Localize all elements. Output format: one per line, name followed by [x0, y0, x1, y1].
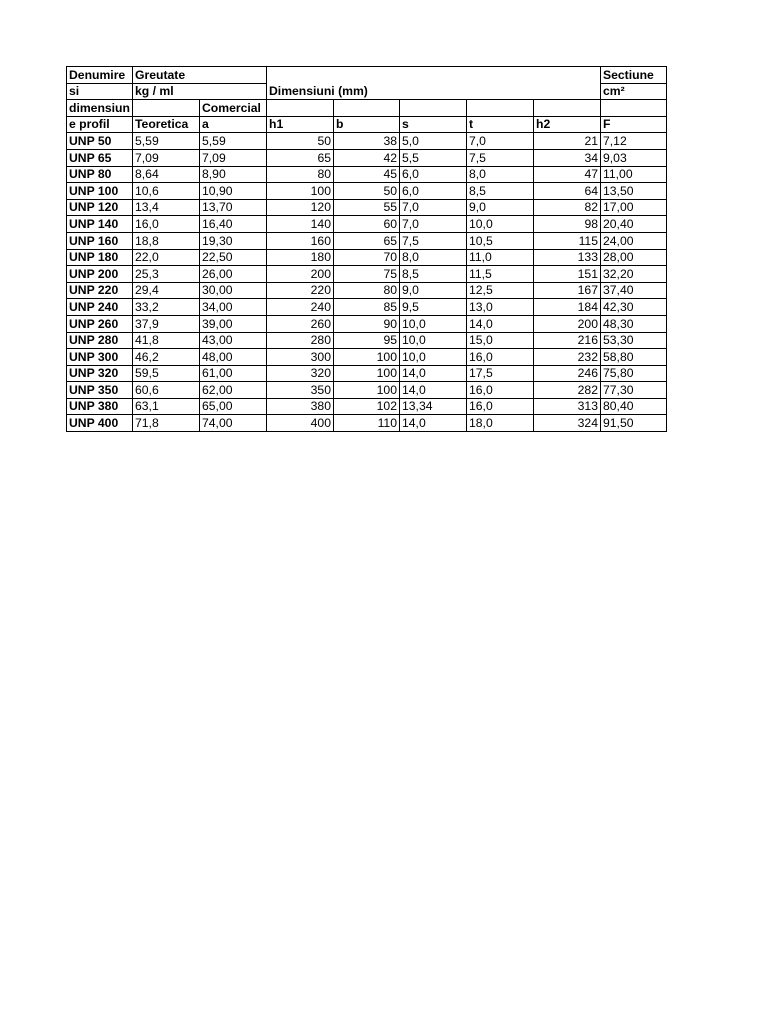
t-cell: 10,0 — [467, 216, 534, 233]
teoretica-cell: 13,4 — [133, 199, 200, 216]
s-cell: 8,5 — [400, 266, 467, 283]
profile-name-cell: UNP 50 — [67, 133, 133, 150]
profile-name-cell: UNP 320 — [67, 365, 133, 382]
comerciala-cell: 43,00 — [200, 332, 267, 349]
b-cell: 80 — [334, 282, 400, 299]
f-cell: 7,12 — [601, 133, 667, 150]
header-greutate: Greutate — [133, 67, 267, 84]
t-cell: 16,0 — [467, 398, 534, 415]
comerciala-cell: 7,09 — [200, 149, 267, 166]
h2-cell: 232 — [534, 349, 601, 366]
s-cell: 10,0 — [400, 332, 467, 349]
comerciala-cell: 39,00 — [200, 315, 267, 332]
teoretica-cell: 60,6 — [133, 382, 200, 399]
teoretica-cell: 63,1 — [133, 398, 200, 415]
teoretica-cell: 33,2 — [133, 299, 200, 316]
f-cell: 58,80 — [601, 349, 667, 366]
table-body — [67, 133, 667, 432]
table-row — [67, 365, 667, 382]
teoretica-cell: 7,09 — [133, 149, 200, 166]
s-cell: 14,0 — [400, 415, 467, 432]
comerciala-cell: 30,00 — [200, 282, 267, 299]
header-h2-spacer — [534, 100, 601, 117]
comerciala-cell: 61,00 — [200, 365, 267, 382]
h1-cell: 220 — [267, 282, 334, 299]
b-cell: 75 — [334, 266, 400, 283]
s-cell: 5,5 — [400, 149, 467, 166]
f-cell: 9,03 — [601, 149, 667, 166]
header-h1: h1 — [267, 116, 334, 133]
b-cell: 100 — [334, 382, 400, 399]
teoretica-cell: 18,8 — [133, 232, 200, 249]
teoretica-cell: 8,64 — [133, 166, 200, 183]
s-cell: 7,0 — [400, 216, 467, 233]
f-cell: 32,20 — [601, 266, 667, 283]
profile-name-cell: UNP 200 — [67, 266, 133, 283]
header-comerciala-line-1: Comercial — [200, 100, 267, 117]
profile-name-cell: UNP 80 — [67, 166, 133, 183]
t-cell: 11,0 — [467, 249, 534, 266]
table-row — [67, 315, 667, 332]
header-denumire-line-3: dimensiun — [67, 100, 133, 117]
h2-cell: 21 — [534, 133, 601, 150]
header-t: t — [467, 116, 534, 133]
f-cell: 13,50 — [601, 183, 667, 200]
header-cm2: cm² — [601, 83, 667, 100]
header-dimensiuni: Dimensiuni (mm) — [267, 67, 601, 100]
h1-cell: 80 — [267, 166, 334, 183]
h1-cell: 50 — [267, 133, 334, 150]
h2-cell: 115 — [534, 232, 601, 249]
comerciala-cell: 10,90 — [200, 183, 267, 200]
table-row — [67, 415, 667, 432]
b-cell: 100 — [334, 365, 400, 382]
table-row — [67, 199, 667, 216]
header-sectiune: Sectiune — [601, 67, 667, 84]
comerciala-cell: 13,70 — [200, 199, 267, 216]
t-cell: 12,5 — [467, 282, 534, 299]
b-cell: 100 — [334, 349, 400, 366]
t-cell: 16,0 — [467, 349, 534, 366]
h2-cell: 313 — [534, 398, 601, 415]
teoretica-cell: 10,6 — [133, 183, 200, 200]
t-cell: 14,0 — [467, 315, 534, 332]
table-row — [67, 332, 667, 349]
h1-cell: 180 — [267, 249, 334, 266]
t-cell: 13,0 — [467, 299, 534, 316]
b-cell: 50 — [334, 183, 400, 200]
s-cell: 6,0 — [400, 183, 467, 200]
header-f-spacer — [601, 100, 667, 117]
table-row — [67, 133, 667, 150]
t-cell: 18,0 — [467, 415, 534, 432]
t-cell: 11,5 — [467, 266, 534, 283]
h2-cell: 282 — [534, 382, 601, 399]
header-comerciala-line-2: a — [200, 116, 267, 133]
teoretica-cell: 59,5 — [133, 365, 200, 382]
b-cell: 90 — [334, 315, 400, 332]
teoretica-cell: 41,8 — [133, 332, 200, 349]
table-row — [67, 149, 667, 166]
h2-cell: 34 — [534, 149, 601, 166]
unp-profile-table — [66, 66, 667, 432]
h2-cell: 216 — [534, 332, 601, 349]
f-cell: 20,40 — [601, 216, 667, 233]
profile-name-cell: UNP 300 — [67, 349, 133, 366]
comerciala-cell: 5,59 — [200, 133, 267, 150]
h2-cell: 324 — [534, 415, 601, 432]
b-cell: 70 — [334, 249, 400, 266]
f-cell: 53,30 — [601, 332, 667, 349]
profile-name-cell: UNP 120 — [67, 199, 133, 216]
profile-name-cell: UNP 100 — [67, 183, 133, 200]
s-cell: 13,34 — [400, 398, 467, 415]
teoretica-cell: 46,2 — [133, 349, 200, 366]
comerciala-cell: 74,00 — [200, 415, 267, 432]
header-row-4 — [67, 116, 667, 133]
table-row — [67, 232, 667, 249]
comerciala-cell: 8,90 — [200, 166, 267, 183]
h1-cell: 320 — [267, 365, 334, 382]
f-cell: 48,30 — [601, 315, 667, 332]
b-cell: 42 — [334, 149, 400, 166]
teoretica-cell: 37,9 — [133, 315, 200, 332]
teoretica-cell: 16,0 — [133, 216, 200, 233]
b-cell: 95 — [334, 332, 400, 349]
profile-name-cell: UNP 180 — [67, 249, 133, 266]
header-s: s — [400, 116, 467, 133]
h1-cell: 280 — [267, 332, 334, 349]
table-row — [67, 249, 667, 266]
header-s-spacer — [400, 100, 467, 117]
teoretica-cell: 25,3 — [133, 266, 200, 283]
profile-name-cell: UNP 220 — [67, 282, 133, 299]
table-row — [67, 183, 667, 200]
b-cell: 38 — [334, 133, 400, 150]
f-cell: 77,30 — [601, 382, 667, 399]
header-h2: h2 — [534, 116, 601, 133]
teoretica-cell: 71,8 — [133, 415, 200, 432]
header-denumire-line-1: Denumire — [67, 67, 133, 84]
b-cell: 60 — [334, 216, 400, 233]
h1-cell: 300 — [267, 349, 334, 366]
h1-cell: 260 — [267, 315, 334, 332]
header-h1-spacer — [267, 100, 334, 117]
table-row — [67, 299, 667, 316]
header-b-spacer — [334, 100, 400, 117]
teoretica-cell: 5,59 — [133, 133, 200, 150]
h1-cell: 65 — [267, 149, 334, 166]
h1-cell: 160 — [267, 232, 334, 249]
h1-cell: 380 — [267, 398, 334, 415]
profile-name-cell: UNP 280 — [67, 332, 133, 349]
profile-name-cell: UNP 260 — [67, 315, 133, 332]
h2-cell: 184 — [534, 299, 601, 316]
table-row — [67, 382, 667, 399]
s-cell: 8,0 — [400, 249, 467, 266]
f-cell: 28,00 — [601, 249, 667, 266]
header-row-3 — [67, 100, 667, 117]
t-cell: 17,5 — [467, 365, 534, 382]
t-cell: 8,0 — [467, 166, 534, 183]
comerciala-cell: 16,40 — [200, 216, 267, 233]
t-cell: 7,0 — [467, 133, 534, 150]
s-cell: 7,0 — [400, 199, 467, 216]
comerciala-cell: 19,30 — [200, 232, 267, 249]
s-cell: 6,0 — [400, 166, 467, 183]
profile-name-cell: UNP 140 — [67, 216, 133, 233]
s-cell: 9,5 — [400, 299, 467, 316]
f-cell: 42,30 — [601, 299, 667, 316]
header-denumire-line-2: si — [67, 83, 133, 100]
profile-name-cell: UNP 400 — [67, 415, 133, 432]
profile-name-cell: UNP 350 — [67, 382, 133, 399]
s-cell: 5,0 — [400, 133, 467, 150]
h2-cell: 167 — [534, 282, 601, 299]
s-cell: 14,0 — [400, 382, 467, 399]
header-teoretica-spacer — [133, 100, 200, 117]
h2-cell: 82 — [534, 199, 601, 216]
f-cell: 37,40 — [601, 282, 667, 299]
teoretica-cell: 22,0 — [133, 249, 200, 266]
h1-cell: 200 — [267, 266, 334, 283]
s-cell: 14,0 — [400, 365, 467, 382]
table-row — [67, 216, 667, 233]
t-cell: 8,5 — [467, 183, 534, 200]
t-cell: 10,5 — [467, 232, 534, 249]
h1-cell: 140 — [267, 216, 334, 233]
h1-cell: 400 — [267, 415, 334, 432]
header-f: F — [601, 116, 667, 133]
t-cell: 15,0 — [467, 332, 534, 349]
profile-name-cell: UNP 240 — [67, 299, 133, 316]
h2-cell: 47 — [534, 166, 601, 183]
table-row — [67, 282, 667, 299]
profile-name-cell: UNP 65 — [67, 149, 133, 166]
s-cell: 9,0 — [400, 282, 467, 299]
s-cell: 10,0 — [400, 315, 467, 332]
comerciala-cell: 62,00 — [200, 382, 267, 399]
s-cell: 7,5 — [400, 232, 467, 249]
table-row — [67, 166, 667, 183]
f-cell: 75,80 — [601, 365, 667, 382]
h2-cell: 133 — [534, 249, 601, 266]
b-cell: 55 — [334, 199, 400, 216]
h2-cell: 200 — [534, 315, 601, 332]
comerciala-cell: 48,00 — [200, 349, 267, 366]
h2-cell: 98 — [534, 216, 601, 233]
h1-cell: 120 — [267, 199, 334, 216]
h1-cell: 350 — [267, 382, 334, 399]
f-cell: 11,00 — [601, 166, 667, 183]
h2-cell: 64 — [534, 183, 601, 200]
b-cell: 102 — [334, 398, 400, 415]
t-cell: 16,0 — [467, 382, 534, 399]
t-cell: 7,5 — [467, 149, 534, 166]
profile-name-cell: UNP 160 — [67, 232, 133, 249]
header-row-1 — [67, 67, 667, 84]
h2-cell: 151 — [534, 266, 601, 283]
b-cell: 45 — [334, 166, 400, 183]
f-cell: 17,00 — [601, 199, 667, 216]
h1-cell: 240 — [267, 299, 334, 316]
t-cell: 9,0 — [467, 199, 534, 216]
b-cell: 65 — [334, 232, 400, 249]
comerciala-cell: 34,00 — [200, 299, 267, 316]
header-teoretica: Teoretica — [133, 116, 200, 133]
teoretica-cell: 29,4 — [133, 282, 200, 299]
b-cell: 85 — [334, 299, 400, 316]
f-cell: 80,40 — [601, 398, 667, 415]
profile-name-cell: UNP 380 — [67, 398, 133, 415]
b-cell: 110 — [334, 415, 400, 432]
comerciala-cell: 65,00 — [200, 398, 267, 415]
header-denumire-line-4: e profil — [67, 116, 133, 133]
header-b: b — [334, 116, 400, 133]
header-kg-ml: kg / ml — [133, 83, 267, 100]
h1-cell: 100 — [267, 183, 334, 200]
table-row — [67, 349, 667, 366]
comerciala-cell: 22,50 — [200, 249, 267, 266]
f-cell: 24,00 — [601, 232, 667, 249]
s-cell: 10,0 — [400, 349, 467, 366]
h2-cell: 246 — [534, 365, 601, 382]
header-t-spacer — [467, 100, 534, 117]
comerciala-cell: 26,00 — [200, 266, 267, 283]
table-row — [67, 398, 667, 415]
table-row — [67, 266, 667, 283]
table-header — [67, 67, 667, 133]
f-cell: 91,50 — [601, 415, 667, 432]
